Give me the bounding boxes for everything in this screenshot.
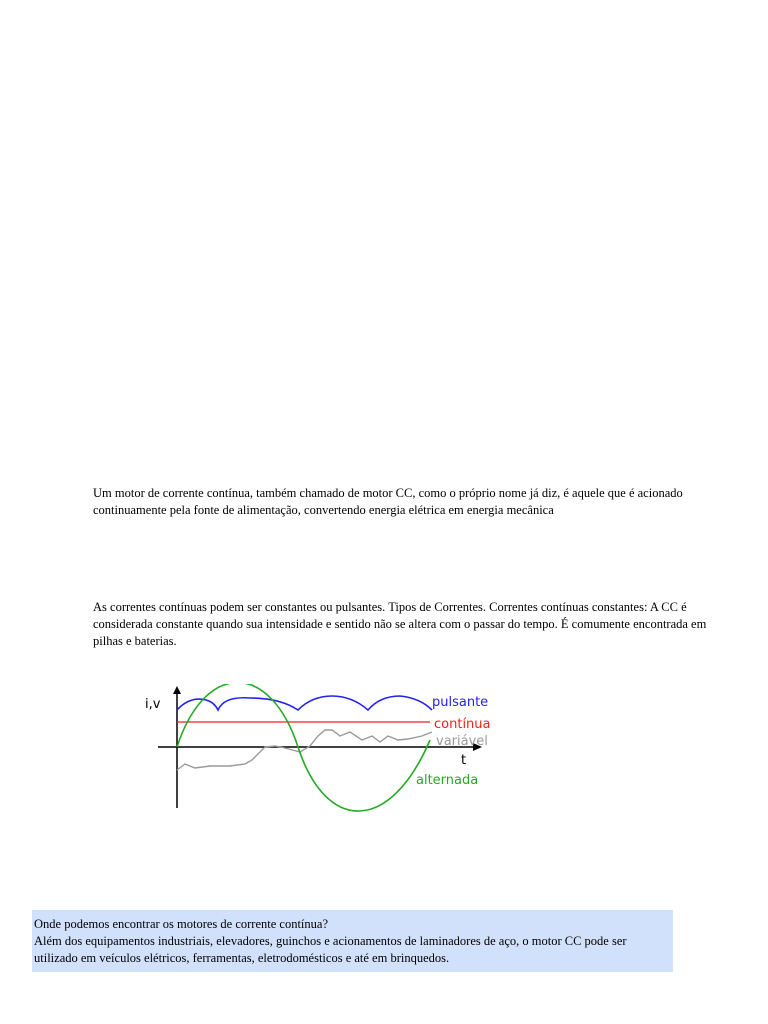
intro-paragraph: Um motor de corrente contínua, também chamado de motor CC, como o próprio nome já diz, é aquele que é acionado continuamente pela fonte de alimentação, convertendo energia elétrica em energia mecânica <box>93 486 683 517</box>
y-axis-label: i,v <box>145 697 161 712</box>
faq-answer: Além dos equipamentos industriais, elevadores, guinchos e acionamentos de laminadores de aço, o motor CC pode ser utilizado em veículos elétricos, ferramentas, eletrodomésticos e até em brinquedos. <box>34 934 627 965</box>
current-waveforms-figure <box>140 684 540 812</box>
alternada-label: alternada <box>416 773 479 788</box>
faq-question: Onde podemos encontrar os motores de corrente contínua? <box>34 917 328 931</box>
variavel-label: variável <box>436 734 488 749</box>
pulsante-label: pulsante <box>432 695 489 710</box>
x-axis-label: t <box>461 753 467 768</box>
pulsante-curve <box>177 696 432 710</box>
faq-box <box>32 910 673 972</box>
continua-label: contínua <box>434 717 491 732</box>
y-axis-arrow <box>173 686 181 694</box>
current-types-paragraph: As correntes contínuas podem ser constantes ou pulsantes. Tipos de Correntes. Correntes contínuas constantes: A CC é considerada constante quando sua intensidade e sentido não se altera com o passar do tempo. É comumente encontrada em pilhas e baterias. <box>93 600 707 648</box>
